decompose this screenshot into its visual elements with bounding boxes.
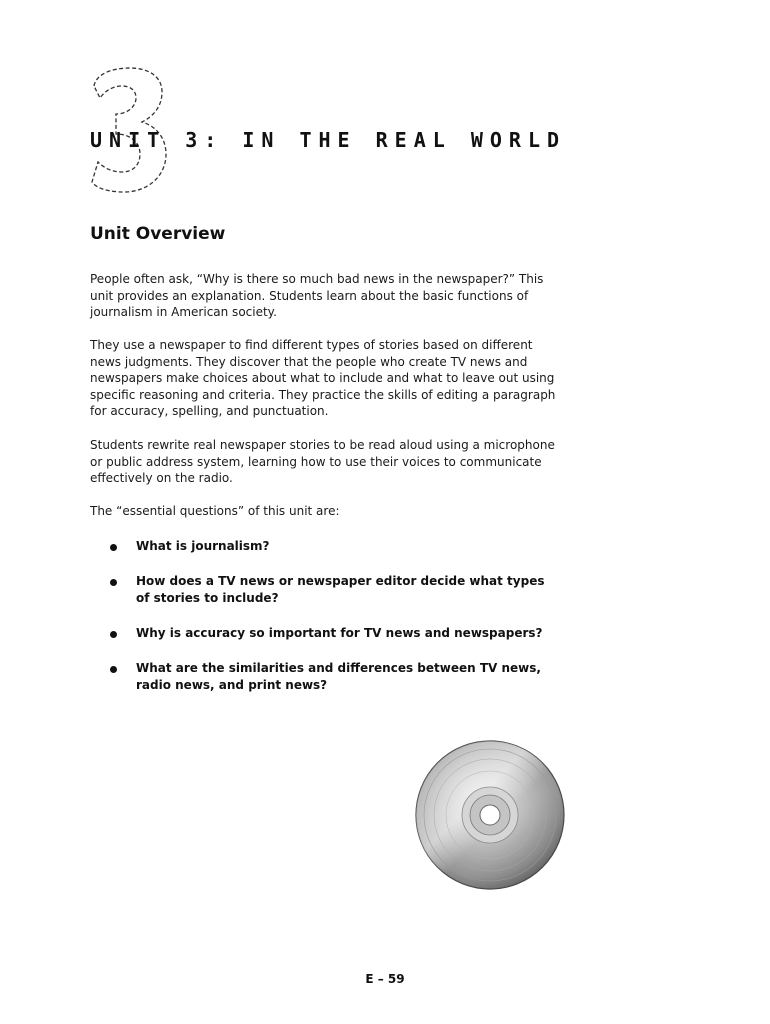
question-text: Why is accuracy so important for TV news and newspapers? bbox=[136, 626, 543, 640]
page-number: E – 59 bbox=[365, 972, 405, 986]
essential-questions-list bbox=[110, 538, 550, 694]
list-item bbox=[110, 625, 550, 642]
unit-title: UNIT 3: IN THE REAL WORLD bbox=[90, 128, 567, 152]
overview-paragraph-3: Students rewrite real newspaper stories to be read aloud using a microphone or public address system, learning how to use their voices to communicate effectively on the radio. bbox=[90, 438, 555, 485]
bullet-icon bbox=[110, 631, 117, 638]
bullet-icon bbox=[110, 579, 117, 586]
question-text: What are the similarities and differences between TV news, radio news, and print news? bbox=[136, 661, 541, 692]
cd-disc-icon bbox=[414, 739, 566, 891]
question-text: What is journalism? bbox=[136, 539, 270, 553]
list-item bbox=[110, 573, 550, 607]
questions-intro: The “essential questions” of this unit are: bbox=[90, 504, 340, 518]
section-heading: Unit Overview bbox=[90, 224, 226, 244]
list-item bbox=[110, 538, 550, 555]
overview-paragraph-2: They use a newspaper to find different types of stories based on different news judgments. They discover that the people who create TV news and newspapers make choices about what to include and what to leave out using specific reasoning and criteria. They practice the skills of editing a paragraph for accuracy, spelling, and punctuation. bbox=[90, 338, 556, 418]
bullet-icon bbox=[110, 666, 117, 673]
list-item bbox=[110, 660, 550, 694]
overview-paragraph-1: People often ask, “Why is there so much bad news in the newspaper?” This unit provides an explanation. Students learn about the basic functions of journalism in American society. bbox=[90, 272, 544, 319]
bullet-icon bbox=[110, 544, 117, 551]
question-text: How does a TV news or newspaper editor decide what types of stories to include? bbox=[136, 574, 545, 605]
